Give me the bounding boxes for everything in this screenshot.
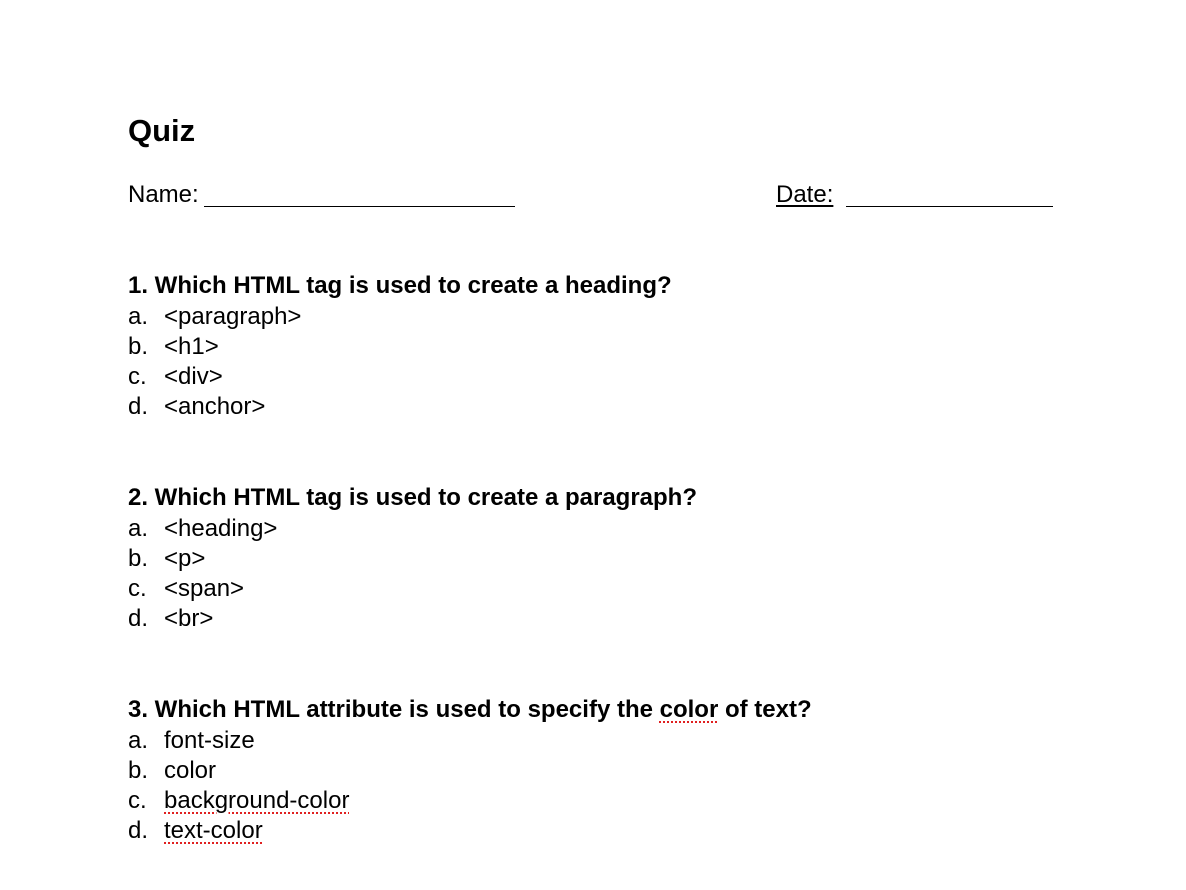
option-letter: b. <box>128 333 149 360</box>
question-text-content: 2. Which HTML tag is used to create a paragraph? <box>128 484 698 511</box>
option-c <box>128 362 672 392</box>
option-letter: c. <box>128 575 147 602</box>
option-b <box>128 544 697 574</box>
options-list <box>128 514 697 634</box>
option-letter: b. <box>128 545 149 572</box>
quiz-title: Quiz <box>128 113 196 148</box>
option-text: <p> <box>164 545 206 572</box>
question-text <box>128 482 697 514</box>
option-a <box>128 514 697 544</box>
question-1 <box>128 270 672 422</box>
option-text: <span> <box>164 575 245 602</box>
option-d <box>128 392 672 422</box>
question-3 <box>128 694 812 846</box>
header-fields <box>128 180 1058 210</box>
option-letter: d. <box>128 817 149 844</box>
option-letter: a. <box>128 515 149 542</box>
option-text: <h1> <box>164 333 219 360</box>
option-letter: c. <box>128 363 147 390</box>
option-letter: a. <box>128 303 149 330</box>
option-b <box>128 332 672 362</box>
date-blank-line <box>846 206 1053 207</box>
option-c <box>128 574 697 604</box>
option-text: text-color <box>164 817 263 844</box>
option-letter: a. <box>128 727 149 754</box>
option-letter: c. <box>128 787 147 814</box>
option-text: <anchor> <box>164 393 266 420</box>
question-text-prefix: 3. Which HTML attribute is used to specify the <box>128 696 660 723</box>
option-text: color <box>164 757 217 784</box>
question-text <box>128 270 672 302</box>
option-text: font-size <box>164 727 255 754</box>
question-text <box>128 694 812 726</box>
options-list <box>128 726 812 846</box>
spellcheck-word: color <box>659 696 719 723</box>
option-d <box>128 816 812 846</box>
option-letter: d. <box>128 393 149 420</box>
date-label: Date: <box>776 181 834 208</box>
question-2 <box>128 482 697 634</box>
name-label: Name: <box>128 181 199 208</box>
option-a <box>128 302 672 332</box>
option-a <box>128 726 812 756</box>
name-blank-line <box>204 206 515 207</box>
option-text: background-color <box>164 787 350 814</box>
option-text: <paragraph> <box>164 303 302 330</box>
option-text: <div> <box>164 363 223 390</box>
question-text-content: 1. Which HTML tag is used to create a heading? <box>128 272 672 299</box>
option-text: <heading> <box>164 515 278 542</box>
option-c <box>128 786 812 816</box>
option-text: <br> <box>164 605 214 632</box>
option-letter: b. <box>128 757 149 784</box>
option-d <box>128 604 697 634</box>
option-letter: d. <box>128 605 149 632</box>
question-text-suffix: of text? <box>718 696 812 723</box>
option-b <box>128 756 812 786</box>
options-list <box>128 302 672 422</box>
